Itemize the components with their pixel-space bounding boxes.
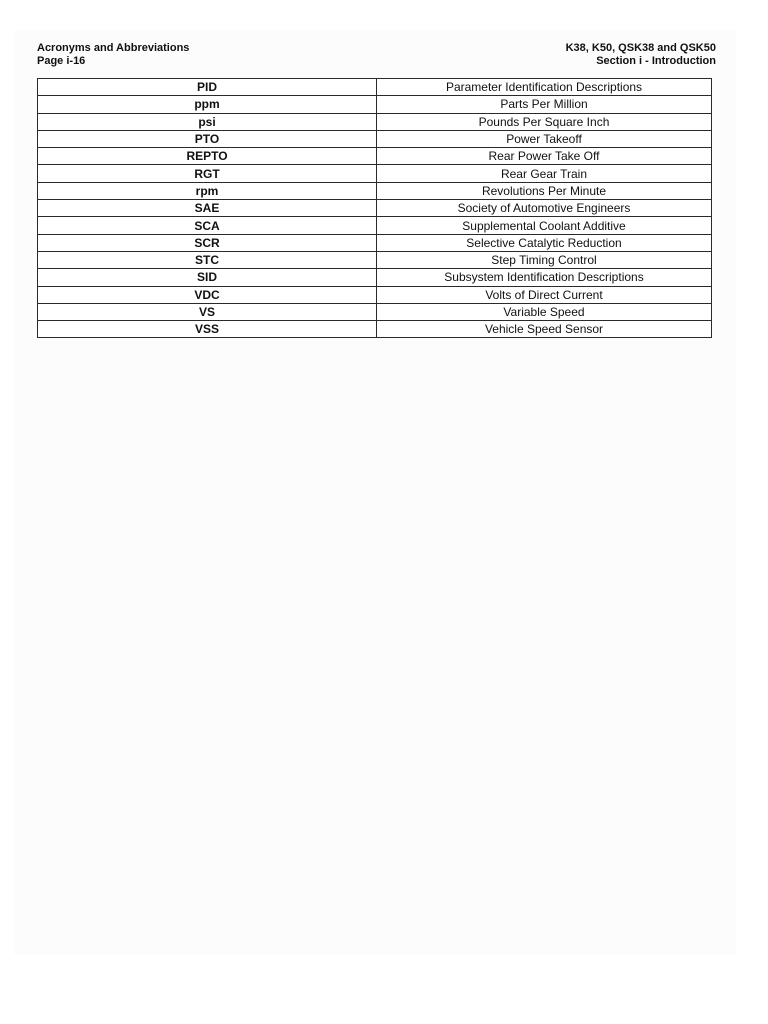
- definition-cell: Selective Catalytic Reduction: [377, 234, 712, 251]
- table-row: [38, 182, 712, 199]
- definition-cell: Supplemental Coolant Additive: [377, 217, 712, 234]
- definition-cell: Variable Speed: [377, 303, 712, 320]
- table-row: [38, 321, 712, 338]
- definition-cell: Step Timing Control: [377, 251, 712, 268]
- acronym-cell: PID: [38, 79, 377, 96]
- table-row: [38, 79, 712, 96]
- page-number: Page i-16: [37, 54, 86, 67]
- definition-cell: Parameter Identification Descriptions: [377, 79, 712, 96]
- table-row: [38, 251, 712, 268]
- definition-cell: Society of Automotive Engineers: [377, 200, 712, 217]
- table-row: [38, 286, 712, 303]
- definition-cell: Revolutions Per Minute: [377, 182, 712, 199]
- definition-cell: Volts of Direct Current: [377, 286, 712, 303]
- acronym-cell: VDC: [38, 286, 377, 303]
- table-row: [38, 303, 712, 320]
- section-title: Section i - Introduction: [596, 54, 716, 67]
- acronym-cell: RGT: [38, 165, 377, 182]
- acronym-cell: SCR: [38, 234, 377, 251]
- header-left: [37, 42, 189, 67]
- acronym-cell: psi: [38, 113, 377, 130]
- acronym-cell: STC: [38, 251, 377, 268]
- table-row: [38, 148, 712, 165]
- acronym-cell: VS: [38, 303, 377, 320]
- acronym-cell: SAE: [38, 200, 377, 217]
- definition-cell: Pounds Per Square Inch: [377, 113, 712, 130]
- table-row: [38, 200, 712, 217]
- table-row: [38, 113, 712, 130]
- acronym-cell: ppm: [38, 96, 377, 113]
- engine-models: K38, K50, QSK38 and QSK50: [565, 42, 716, 54]
- definition-cell: Rear Power Take Off: [377, 148, 712, 165]
- document-title: Acronyms and Abbreviations: [37, 42, 190, 54]
- acronym-table: [37, 78, 712, 338]
- acronym-cell: PTO: [38, 130, 377, 147]
- acronym-cell: REPTO: [38, 148, 377, 165]
- table-row: [38, 130, 712, 147]
- table-row: [38, 165, 712, 182]
- acronym-cell: SID: [38, 269, 377, 286]
- definition-cell: Subsystem Identification Descriptions: [377, 269, 712, 286]
- acronym-cell: SCA: [38, 217, 377, 234]
- definition-cell: Rear Gear Train: [377, 165, 712, 182]
- definition-cell: Power Takeoff: [377, 130, 712, 147]
- header-right: [566, 42, 716, 67]
- table-row: [38, 234, 712, 251]
- acronym-cell: VSS: [38, 321, 377, 338]
- definition-cell: Vehicle Speed Sensor: [377, 321, 712, 338]
- acronym-cell: rpm: [38, 182, 377, 199]
- definition-cell: Parts Per Million: [377, 96, 712, 113]
- acronym-table-body: [38, 79, 712, 338]
- table-row: [38, 269, 712, 286]
- table-row: [38, 96, 712, 113]
- table-row: [38, 217, 712, 234]
